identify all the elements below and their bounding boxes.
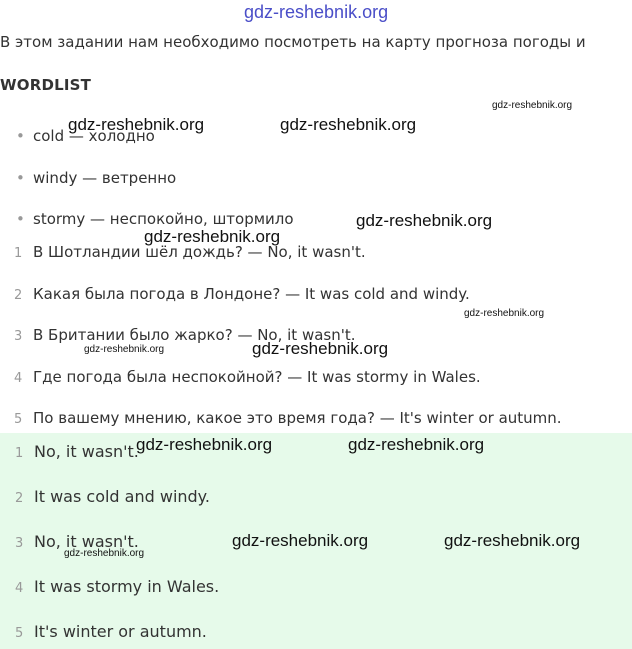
wordlist-item [16, 169, 176, 187]
question-text: В Британии было жарко? — No, it wasn't. [33, 326, 356, 344]
question-number: 3 [14, 329, 23, 344]
question-text: По вашему мнению, какое это время года? — It's winter or autumn. [33, 409, 562, 427]
answer-number: 3 [15, 536, 24, 551]
watermark: gdz-reshebnik.org [464, 308, 545, 319]
watermark: gdz-reshebnik.org [68, 115, 205, 134]
answer-text: It's winter or autumn. [34, 622, 207, 641]
wordlist-item [16, 210, 294, 228]
watermark: gdz-reshebnik.org [444, 531, 581, 550]
question-row [14, 285, 470, 303]
watermark: gdz-reshebnik.org [64, 548, 145, 559]
question-row [14, 368, 481, 386]
watermark: gdz-reshebnik.org [356, 211, 493, 230]
watermark: gdz-reshebnik.org [144, 227, 281, 246]
question-number: 2 [14, 288, 23, 303]
question-text: В Шотландии шёл дождь? — No, it wasn't. [33, 243, 366, 261]
wordlist-item-text: cold — холодно [33, 127, 155, 145]
wordlist-heading: WORDLIST [0, 76, 92, 94]
answer-number: 4 [15, 581, 24, 596]
wordlist-item-text: windy — ветренно [33, 169, 177, 187]
bullet-icon: • [16, 169, 25, 187]
answer-row [15, 487, 210, 506]
question-text: Где погода была неспокойной? — It was stormy in Wales. [33, 368, 481, 386]
answer-number: 2 [15, 491, 24, 506]
answer-number: 5 [15, 626, 24, 641]
watermark: gdz-reshebnik.org [244, 2, 389, 22]
question-row [14, 409, 562, 427]
answer-row [15, 622, 207, 641]
intro-text: В этом задании нам необходимо посмотреть на карту прогноза погоды и [0, 33, 586, 51]
answer-row [15, 442, 139, 461]
question-number: 4 [14, 371, 23, 386]
bullet-icon: • [16, 127, 25, 145]
watermark: gdz-reshebnik.org [348, 435, 485, 454]
watermark: gdz-reshebnik.org [232, 531, 369, 550]
question-number: 1 [14, 246, 23, 261]
wordlist-item-text: stormy — неспокойно, штормило [33, 210, 294, 228]
answer-text: It was cold and windy. [34, 487, 210, 506]
watermark: gdz-reshebnik.org [280, 115, 417, 134]
watermark: gdz-reshebnik.org [136, 435, 273, 454]
answer-row [15, 577, 219, 596]
question-text: Какая была погода в Лондоне? — It was cold and windy. [33, 285, 470, 303]
answer-text: It was stormy in Wales. [34, 577, 220, 596]
answer-number: 1 [15, 446, 24, 461]
watermark: gdz-reshebnik.org [252, 339, 389, 358]
watermark: gdz-reshebnik.org [84, 344, 165, 355]
bullet-icon: • [16, 210, 25, 228]
watermark: gdz-reshebnik.org [492, 100, 573, 111]
answer-text: No, it wasn't. [34, 532, 139, 551]
question-number: 5 [14, 412, 23, 427]
answer-text: No, it wasn't. [34, 442, 139, 461]
